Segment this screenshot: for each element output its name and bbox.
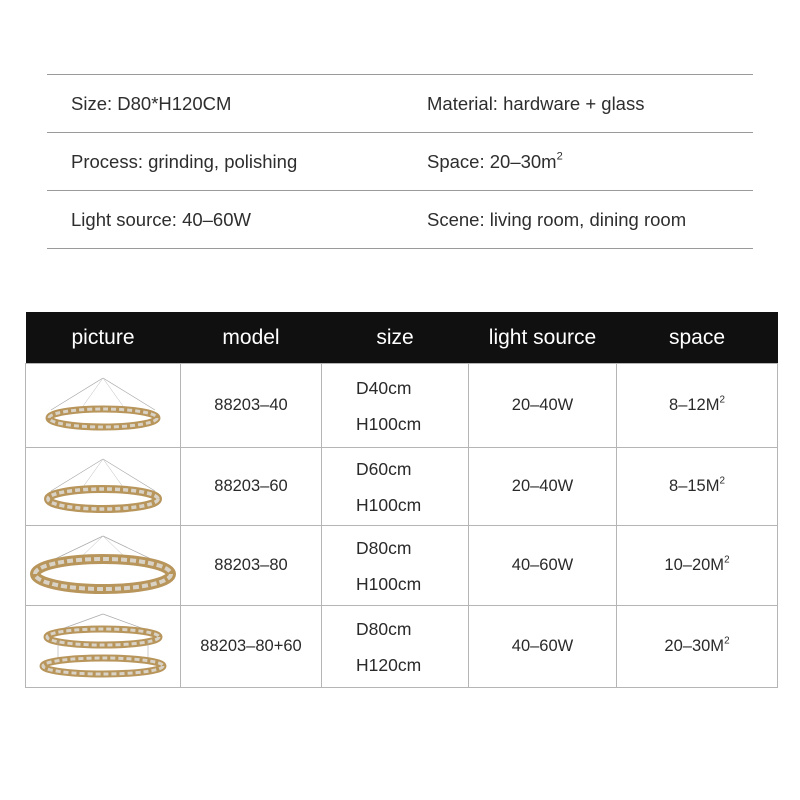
size-diameter: D80cm xyxy=(356,618,412,639)
size-diameter: D80cm xyxy=(356,537,412,558)
chandelier-single-ring-icon xyxy=(43,457,163,517)
size-cell xyxy=(322,526,469,606)
header-picture: picture xyxy=(26,312,181,364)
spec-space-text: Space: 20–30m xyxy=(427,151,557,172)
picture-cell xyxy=(26,526,181,606)
header-space: space xyxy=(617,312,778,364)
size-height: H100cm xyxy=(356,573,422,594)
size-diameter: D40cm xyxy=(356,377,412,398)
spec-list xyxy=(47,74,753,249)
spec-material: Material: hardware + glass xyxy=(427,93,645,114)
space-sup: 2 xyxy=(719,475,725,487)
chandelier-single-ring-icon xyxy=(43,376,163,436)
header-size: size xyxy=(322,312,469,364)
model-cell: 88203–80+60 xyxy=(181,606,322,688)
model-table xyxy=(25,312,778,688)
space-value: 8–12M xyxy=(669,396,720,414)
light-source-cell: 20–40W xyxy=(469,448,617,526)
size-diameter: D60cm xyxy=(356,458,412,479)
size-cell xyxy=(322,364,469,448)
size-height: H100cm xyxy=(356,494,422,515)
size-height: H100cm xyxy=(356,413,422,434)
space-sup: 2 xyxy=(724,554,730,566)
chandelier-double-ring-icon xyxy=(38,612,168,682)
space-cell xyxy=(617,606,778,688)
table-row xyxy=(26,606,778,688)
spec-row xyxy=(47,190,753,249)
light-source-cell: 20–40W xyxy=(469,364,617,448)
spec-row xyxy=(47,132,753,190)
space-value: 8–15M xyxy=(669,477,720,495)
space-cell xyxy=(617,448,778,526)
picture-cell xyxy=(26,448,181,526)
table-row xyxy=(26,448,778,526)
spec-row xyxy=(47,74,753,132)
space-cell xyxy=(617,364,778,448)
picture-cell xyxy=(26,364,181,448)
spec-light-source: Light source: 40–60W xyxy=(71,209,251,230)
space-sup: 2 xyxy=(724,635,730,647)
model-cell: 88203–40 xyxy=(181,364,322,448)
space-value: 20–30M xyxy=(664,637,725,655)
model-cell: 88203–60 xyxy=(181,448,322,526)
size-cell xyxy=(322,448,469,526)
model-cell: 88203–80 xyxy=(181,526,322,606)
light-source-cell: 40–60W xyxy=(469,526,617,606)
spec-scene: Scene: living room, dining room xyxy=(427,209,687,230)
space-sup: 2 xyxy=(719,394,725,406)
size-height: H120cm xyxy=(356,654,422,675)
spec-space xyxy=(427,133,563,190)
table-header-row xyxy=(26,312,778,364)
spec-process: Process: grinding, polishing xyxy=(71,151,298,172)
spec-space-sup: 2 xyxy=(556,150,563,163)
light-source-cell: 40–60W xyxy=(469,606,617,688)
spec-size: Size: D80*H120CM xyxy=(71,93,232,114)
table-row xyxy=(26,364,778,448)
table-row xyxy=(26,526,778,606)
space-value: 10–20M xyxy=(664,556,725,574)
size-cell xyxy=(322,606,469,688)
chandelier-single-ring-icon xyxy=(28,534,178,598)
picture-cell xyxy=(26,606,181,688)
space-cell xyxy=(617,526,778,606)
header-model: model xyxy=(181,312,322,364)
header-light-source: light source xyxy=(469,312,617,364)
